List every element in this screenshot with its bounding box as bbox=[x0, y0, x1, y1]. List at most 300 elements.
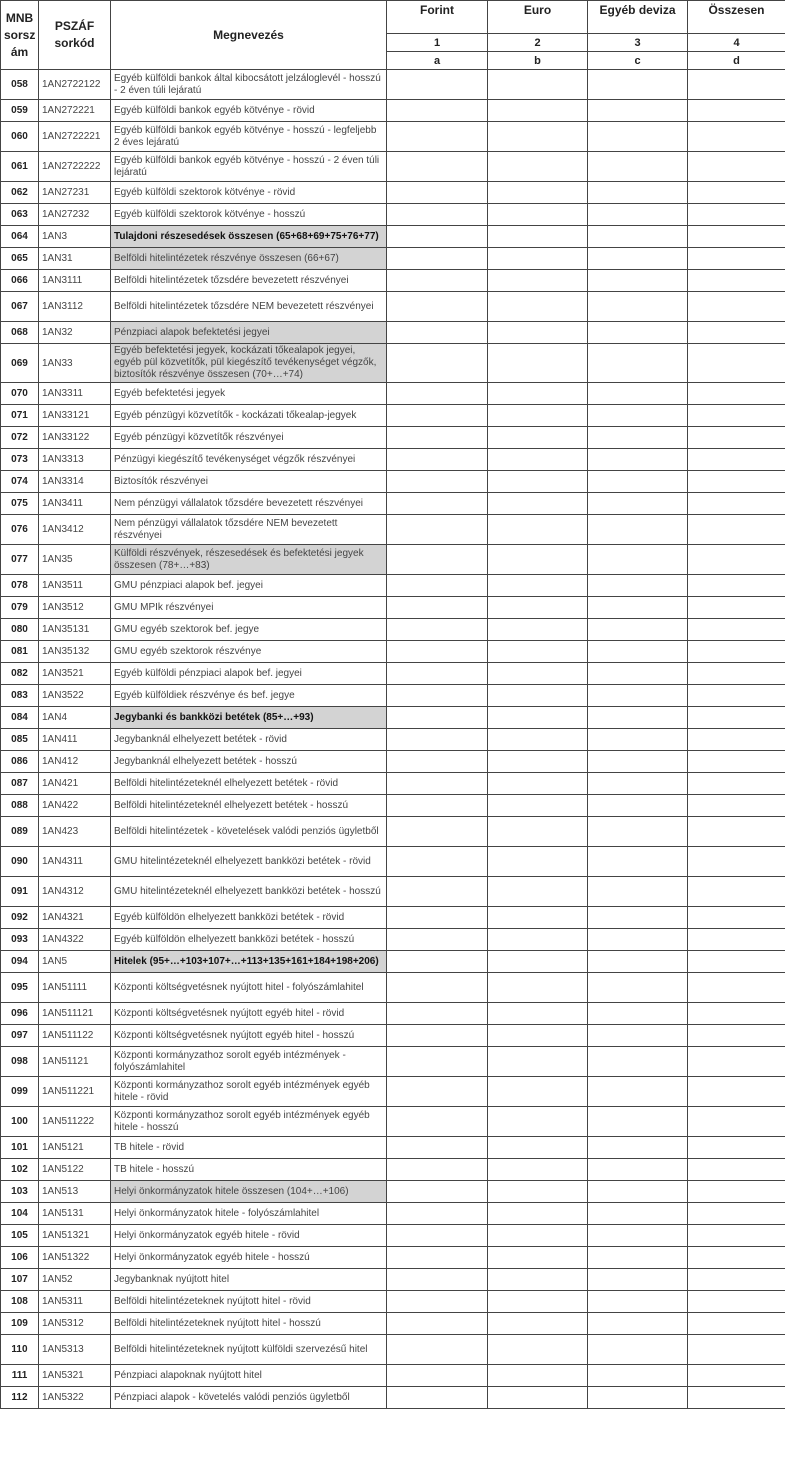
value-cell-euro[interactable] bbox=[488, 1291, 588, 1313]
value-cell-egyeb-deviza[interactable] bbox=[588, 545, 688, 575]
table-row bbox=[1, 663, 785, 685]
value-cell-osszesen[interactable] bbox=[688, 493, 785, 515]
row-description: Egyéb befektetési jegyek, kockázati tőkealapok jegyei, egyéb pül közvetítők, pül kiegészítő tevékenységet végzők, biztosítók részvénye összesen (70+…+74) bbox=[111, 344, 387, 383]
value-cell-egyeb-deviza[interactable] bbox=[588, 597, 688, 619]
value-cell-osszesen[interactable] bbox=[688, 907, 785, 929]
value-cell-euro[interactable] bbox=[488, 1203, 588, 1225]
value-cell-forint[interactable] bbox=[387, 449, 488, 471]
value-cell-forint[interactable] bbox=[387, 383, 488, 405]
value-cell-osszesen[interactable] bbox=[688, 344, 785, 383]
value-cell-euro[interactable] bbox=[488, 751, 588, 773]
value-cell-euro[interactable] bbox=[488, 1335, 588, 1365]
value-cell-forint[interactable] bbox=[387, 1047, 488, 1077]
table-row bbox=[1, 1107, 785, 1137]
row-description: GMU hitelintézeteknél elhelyezett bankközi betétek - hosszú bbox=[111, 877, 387, 907]
value-cell-osszesen[interactable] bbox=[688, 471, 785, 493]
value-cell-forint[interactable] bbox=[387, 1269, 488, 1291]
value-cell-egyeb-deviza[interactable] bbox=[588, 449, 688, 471]
value-cell-forint[interactable] bbox=[387, 471, 488, 493]
value-cell-euro[interactable] bbox=[488, 322, 588, 344]
value-cell-egyeb-deviza[interactable] bbox=[588, 1335, 688, 1365]
value-cell-egyeb-deviza[interactable] bbox=[588, 427, 688, 449]
value-cell-forint[interactable] bbox=[387, 182, 488, 204]
value-cell-egyeb-deviza[interactable] bbox=[588, 641, 688, 663]
row-description: GMU egyéb szektorok részvénye bbox=[111, 641, 387, 663]
value-cell-euro[interactable] bbox=[488, 1247, 588, 1269]
col-number-1: 1 bbox=[387, 34, 488, 52]
value-cell-euro[interactable] bbox=[488, 1003, 588, 1025]
value-cell-forint[interactable] bbox=[387, 641, 488, 663]
row-pszaf-code: 1AN423 bbox=[39, 817, 111, 847]
row-pszaf-code: 1AN35 bbox=[39, 545, 111, 575]
value-cell-egyeb-deviza[interactable] bbox=[588, 270, 688, 292]
row-pszaf-code: 1AN5131 bbox=[39, 1203, 111, 1225]
value-cell-osszesen[interactable] bbox=[688, 1025, 785, 1047]
value-cell-egyeb-deviza[interactable] bbox=[588, 1107, 688, 1137]
row-mnb-number: 086 bbox=[1, 751, 39, 773]
row-description: Pénzpiaci alapok befektetési jegyei bbox=[111, 322, 387, 344]
value-cell-forint[interactable] bbox=[387, 1137, 488, 1159]
value-cell-forint[interactable] bbox=[387, 751, 488, 773]
value-cell-osszesen[interactable] bbox=[688, 292, 785, 322]
value-cell-forint[interactable] bbox=[387, 619, 488, 641]
value-cell-osszesen[interactable] bbox=[688, 70, 785, 100]
table-row bbox=[1, 1159, 785, 1181]
value-cell-euro[interactable] bbox=[488, 929, 588, 951]
value-cell-forint[interactable] bbox=[387, 951, 488, 973]
value-cell-osszesen[interactable] bbox=[688, 1269, 785, 1291]
value-cell-osszesen[interactable] bbox=[688, 1181, 785, 1203]
col-number-2: 2 bbox=[488, 34, 588, 52]
row-mnb-number: 108 bbox=[1, 1291, 39, 1313]
value-cell-egyeb-deviza[interactable] bbox=[588, 729, 688, 751]
value-cell-egyeb-deviza[interactable] bbox=[588, 1291, 688, 1313]
value-cell-euro[interactable] bbox=[488, 248, 588, 270]
row-description: Egyéb külföldiek részvénye és bef. jegye bbox=[111, 685, 387, 707]
value-cell-egyeb-deviza[interactable] bbox=[588, 817, 688, 847]
row-mnb-number: 076 bbox=[1, 515, 39, 545]
value-cell-osszesen[interactable] bbox=[688, 515, 785, 545]
value-cell-forint[interactable] bbox=[387, 1003, 488, 1025]
row-description: Egyéb külföldön elhelyezett bankközi betétek - hosszú bbox=[111, 929, 387, 951]
value-cell-forint[interactable] bbox=[387, 493, 488, 515]
value-cell-euro[interactable] bbox=[488, 204, 588, 226]
value-cell-osszesen[interactable] bbox=[688, 817, 785, 847]
value-cell-egyeb-deviza[interactable] bbox=[588, 1313, 688, 1335]
value-cell-osszesen[interactable] bbox=[688, 773, 785, 795]
value-cell-egyeb-deviza[interactable] bbox=[588, 471, 688, 493]
row-pszaf-code: 1AN51121 bbox=[39, 1047, 111, 1077]
row-pszaf-code: 1AN511222 bbox=[39, 1107, 111, 1137]
value-cell-egyeb-deviza[interactable] bbox=[588, 383, 688, 405]
row-pszaf-code: 1AN511121 bbox=[39, 1003, 111, 1025]
value-cell-forint[interactable] bbox=[387, 405, 488, 427]
value-cell-egyeb-deviza[interactable] bbox=[588, 1077, 688, 1107]
value-cell-euro[interactable] bbox=[488, 1159, 588, 1181]
value-cell-osszesen[interactable] bbox=[688, 1335, 785, 1365]
value-cell-osszesen[interactable] bbox=[688, 248, 785, 270]
value-cell-forint[interactable] bbox=[387, 1365, 488, 1387]
value-cell-egyeb-deviza[interactable] bbox=[588, 122, 688, 152]
value-cell-osszesen[interactable] bbox=[688, 795, 785, 817]
value-cell-egyeb-deviza[interactable] bbox=[588, 929, 688, 951]
value-cell-euro[interactable] bbox=[488, 1387, 588, 1409]
value-cell-osszesen[interactable] bbox=[688, 847, 785, 877]
value-cell-forint[interactable] bbox=[387, 515, 488, 545]
value-cell-euro[interactable] bbox=[488, 685, 588, 707]
pszaf-sorkod-header: PSZÁF sorkód bbox=[39, 1, 111, 70]
value-cell-osszesen[interactable] bbox=[688, 405, 785, 427]
value-cell-osszesen[interactable] bbox=[688, 1225, 785, 1247]
row-description: GMU egyéb szektorok bef. jegye bbox=[111, 619, 387, 641]
value-cell-egyeb-deviza[interactable] bbox=[588, 1387, 688, 1409]
value-cell-egyeb-deviza[interactable] bbox=[588, 795, 688, 817]
col-header-euro: Euro bbox=[488, 1, 588, 34]
row-pszaf-code: 1AN3521 bbox=[39, 663, 111, 685]
value-cell-osszesen[interactable] bbox=[688, 929, 785, 951]
value-cell-osszesen[interactable] bbox=[688, 322, 785, 344]
value-cell-osszesen[interactable] bbox=[688, 383, 785, 405]
row-description: Központi költségvetésnek nyújtott hitel - folyószámlahitel bbox=[111, 973, 387, 1003]
value-cell-forint[interactable] bbox=[387, 907, 488, 929]
row-description: Központi költségvetésnek nyújtott egyéb hitel - hosszú bbox=[111, 1025, 387, 1047]
value-cell-forint[interactable] bbox=[387, 929, 488, 951]
value-cell-forint[interactable] bbox=[387, 344, 488, 383]
value-cell-egyeb-deviza[interactable] bbox=[588, 1137, 688, 1159]
value-cell-euro[interactable] bbox=[488, 122, 588, 152]
value-cell-egyeb-deviza[interactable] bbox=[588, 773, 688, 795]
value-cell-egyeb-deviza[interactable] bbox=[588, 877, 688, 907]
value-cell-egyeb-deviza[interactable] bbox=[588, 619, 688, 641]
row-pszaf-code: 1AN412 bbox=[39, 751, 111, 773]
table-row bbox=[1, 973, 785, 1003]
row-mnb-number: 101 bbox=[1, 1137, 39, 1159]
value-cell-egyeb-deviza[interactable] bbox=[588, 204, 688, 226]
value-cell-forint[interactable] bbox=[387, 663, 488, 685]
row-pszaf-code: 1AN5321 bbox=[39, 1365, 111, 1387]
row-pszaf-code: 1AN3412 bbox=[39, 515, 111, 545]
value-cell-osszesen[interactable] bbox=[688, 1159, 785, 1181]
value-cell-forint[interactable] bbox=[387, 1247, 488, 1269]
value-cell-forint[interactable] bbox=[387, 427, 488, 449]
value-cell-egyeb-deviza[interactable] bbox=[588, 907, 688, 929]
value-cell-egyeb-deviza[interactable] bbox=[588, 1225, 688, 1247]
value-cell-osszesen[interactable] bbox=[688, 1203, 785, 1225]
value-cell-osszesen[interactable] bbox=[688, 877, 785, 907]
row-mnb-number: 064 bbox=[1, 226, 39, 248]
value-cell-euro[interactable] bbox=[488, 1025, 588, 1047]
table-row bbox=[1, 1181, 785, 1203]
value-cell-egyeb-deviza[interactable] bbox=[588, 973, 688, 1003]
row-description: Pénzügyi kiegészítő tevékenységet végzők részvényei bbox=[111, 449, 387, 471]
row-pszaf-code: 1AN27231 bbox=[39, 182, 111, 204]
row-mnb-number: 104 bbox=[1, 1203, 39, 1225]
value-cell-forint[interactable] bbox=[387, 847, 488, 877]
value-cell-euro[interactable] bbox=[488, 729, 588, 751]
value-cell-euro[interactable] bbox=[488, 471, 588, 493]
value-cell-osszesen[interactable] bbox=[688, 951, 785, 973]
value-cell-osszesen[interactable] bbox=[688, 751, 785, 773]
value-cell-egyeb-deviza[interactable] bbox=[588, 1247, 688, 1269]
row-mnb-number: 079 bbox=[1, 597, 39, 619]
row-mnb-number: 091 bbox=[1, 877, 39, 907]
value-cell-egyeb-deviza[interactable] bbox=[588, 322, 688, 344]
value-cell-egyeb-deviza[interactable] bbox=[588, 182, 688, 204]
value-cell-osszesen[interactable] bbox=[688, 619, 785, 641]
value-cell-osszesen[interactable] bbox=[688, 449, 785, 471]
value-cell-euro[interactable] bbox=[488, 383, 588, 405]
value-cell-forint[interactable] bbox=[387, 204, 488, 226]
row-mnb-number: 087 bbox=[1, 773, 39, 795]
value-cell-euro[interactable] bbox=[488, 427, 588, 449]
value-cell-euro[interactable] bbox=[488, 951, 588, 973]
value-cell-forint[interactable] bbox=[387, 729, 488, 751]
value-cell-euro[interactable] bbox=[488, 575, 588, 597]
value-cell-osszesen[interactable] bbox=[688, 1077, 785, 1107]
value-cell-egyeb-deviza[interactable] bbox=[588, 515, 688, 545]
value-cell-forint[interactable] bbox=[387, 707, 488, 729]
value-cell-egyeb-deviza[interactable] bbox=[588, 575, 688, 597]
row-mnb-number: 077 bbox=[1, 545, 39, 575]
value-cell-euro[interactable] bbox=[488, 1313, 588, 1335]
value-cell-euro[interactable] bbox=[488, 1107, 588, 1137]
table-row bbox=[1, 471, 785, 493]
value-cell-forint[interactable] bbox=[387, 1203, 488, 1225]
value-cell-osszesen[interactable] bbox=[688, 663, 785, 685]
value-cell-euro[interactable] bbox=[488, 1225, 588, 1247]
value-cell-forint[interactable] bbox=[387, 248, 488, 270]
value-cell-osszesen[interactable] bbox=[688, 152, 785, 182]
value-cell-osszesen[interactable] bbox=[688, 707, 785, 729]
value-cell-euro[interactable] bbox=[488, 597, 588, 619]
value-cell-egyeb-deviza[interactable] bbox=[588, 70, 688, 100]
value-cell-euro[interactable] bbox=[488, 515, 588, 545]
value-cell-osszesen[interactable] bbox=[688, 1137, 785, 1159]
row-description: Tulajdoni részesedések összesen (65+68+69+75+76+77) bbox=[111, 226, 387, 248]
value-cell-forint[interactable] bbox=[387, 226, 488, 248]
value-cell-egyeb-deviza[interactable] bbox=[588, 292, 688, 322]
value-cell-euro[interactable] bbox=[488, 663, 588, 685]
value-cell-egyeb-deviza[interactable] bbox=[588, 1269, 688, 1291]
value-cell-euro[interactable] bbox=[488, 847, 588, 877]
value-cell-forint[interactable] bbox=[387, 70, 488, 100]
value-cell-egyeb-deviza[interactable] bbox=[588, 1203, 688, 1225]
value-cell-euro[interactable] bbox=[488, 707, 588, 729]
table-row bbox=[1, 847, 785, 877]
value-cell-euro[interactable] bbox=[488, 1365, 588, 1387]
row-mnb-number: 074 bbox=[1, 471, 39, 493]
value-cell-euro[interactable] bbox=[488, 70, 588, 100]
value-cell-egyeb-deviza[interactable] bbox=[588, 707, 688, 729]
value-cell-egyeb-deviza[interactable] bbox=[588, 1025, 688, 1047]
row-pszaf-code: 1AN2722221 bbox=[39, 122, 111, 152]
table-row bbox=[1, 1047, 785, 1077]
value-cell-forint[interactable] bbox=[387, 122, 488, 152]
row-pszaf-code: 1AN4321 bbox=[39, 907, 111, 929]
table-row bbox=[1, 515, 785, 545]
value-cell-egyeb-deviza[interactable] bbox=[588, 248, 688, 270]
value-cell-egyeb-deviza[interactable] bbox=[588, 1047, 688, 1077]
value-cell-euro[interactable] bbox=[488, 344, 588, 383]
value-cell-osszesen[interactable] bbox=[688, 427, 785, 449]
row-pszaf-code: 1AN5 bbox=[39, 951, 111, 973]
value-cell-forint[interactable] bbox=[387, 597, 488, 619]
value-cell-osszesen[interactable] bbox=[688, 1047, 785, 1077]
value-cell-forint[interactable] bbox=[387, 685, 488, 707]
value-cell-forint[interactable] bbox=[387, 1181, 488, 1203]
value-cell-forint[interactable] bbox=[387, 545, 488, 575]
row-description: Belföldi hitelintézeteknek nyújtott hitel - rövid bbox=[111, 1291, 387, 1313]
value-cell-forint[interactable] bbox=[387, 322, 488, 344]
value-cell-osszesen[interactable] bbox=[688, 973, 785, 1003]
row-pszaf-code: 1AN4 bbox=[39, 707, 111, 729]
col-header-forint: Forint bbox=[387, 1, 488, 34]
value-cell-forint[interactable] bbox=[387, 270, 488, 292]
value-cell-egyeb-deviza[interactable] bbox=[588, 1365, 688, 1387]
value-cell-euro[interactable] bbox=[488, 907, 588, 929]
value-cell-osszesen[interactable] bbox=[688, 122, 785, 152]
value-cell-forint[interactable] bbox=[387, 575, 488, 597]
value-cell-osszesen[interactable] bbox=[688, 1107, 785, 1137]
value-cell-forint[interactable] bbox=[387, 1225, 488, 1247]
row-mnb-number: 089 bbox=[1, 817, 39, 847]
row-description: Nem pénzügyi vállalatok tőzsdére NEM bevezetett részvényei bbox=[111, 515, 387, 545]
row-mnb-number: 066 bbox=[1, 270, 39, 292]
value-cell-forint[interactable] bbox=[387, 292, 488, 322]
col-number-4: 4 bbox=[688, 34, 785, 52]
row-description: Egyéb külföldi bankok egyéb kötvénye - hosszú - 2 éven túli lejáratú bbox=[111, 152, 387, 182]
value-cell-osszesen[interactable] bbox=[688, 729, 785, 751]
value-cell-forint[interactable] bbox=[387, 877, 488, 907]
value-cell-euro[interactable] bbox=[488, 773, 588, 795]
table-row bbox=[1, 1313, 785, 1335]
row-mnb-number: 095 bbox=[1, 973, 39, 1003]
value-cell-euro[interactable] bbox=[488, 973, 588, 1003]
value-cell-egyeb-deviza[interactable] bbox=[588, 951, 688, 973]
table-row bbox=[1, 1137, 785, 1159]
value-cell-osszesen[interactable] bbox=[688, 575, 785, 597]
value-cell-euro[interactable] bbox=[488, 493, 588, 515]
value-cell-euro[interactable] bbox=[488, 1047, 588, 1077]
row-mnb-number: 073 bbox=[1, 449, 39, 471]
value-cell-egyeb-deviza[interactable] bbox=[588, 493, 688, 515]
row-pszaf-code: 1AN5122 bbox=[39, 1159, 111, 1181]
value-cell-forint[interactable] bbox=[387, 1107, 488, 1137]
value-cell-forint[interactable] bbox=[387, 100, 488, 122]
value-cell-egyeb-deviza[interactable] bbox=[588, 1003, 688, 1025]
value-cell-euro[interactable] bbox=[488, 152, 588, 182]
value-cell-egyeb-deviza[interactable] bbox=[588, 685, 688, 707]
table-row bbox=[1, 1291, 785, 1313]
table-row bbox=[1, 1269, 785, 1291]
row-mnb-number: 092 bbox=[1, 907, 39, 929]
value-cell-forint[interactable] bbox=[387, 973, 488, 1003]
table-row bbox=[1, 1365, 785, 1387]
value-cell-euro[interactable] bbox=[488, 545, 588, 575]
value-cell-euro[interactable] bbox=[488, 641, 588, 663]
value-cell-euro[interactable] bbox=[488, 795, 588, 817]
table-row bbox=[1, 270, 785, 292]
row-pszaf-code: 1AN422 bbox=[39, 795, 111, 817]
value-cell-euro[interactable] bbox=[488, 877, 588, 907]
value-cell-euro[interactable] bbox=[488, 226, 588, 248]
table-row bbox=[1, 597, 785, 619]
value-cell-osszesen[interactable] bbox=[688, 182, 785, 204]
value-cell-forint[interactable] bbox=[387, 773, 488, 795]
value-cell-forint[interactable] bbox=[387, 1335, 488, 1365]
value-cell-osszesen[interactable] bbox=[688, 1291, 785, 1313]
value-cell-osszesen[interactable] bbox=[688, 1365, 785, 1387]
value-cell-forint[interactable] bbox=[387, 817, 488, 847]
value-cell-euro[interactable] bbox=[488, 100, 588, 122]
table-row bbox=[1, 292, 785, 322]
value-cell-egyeb-deviza[interactable] bbox=[588, 1181, 688, 1203]
row-mnb-number: 081 bbox=[1, 641, 39, 663]
value-cell-osszesen[interactable] bbox=[688, 1003, 785, 1025]
value-cell-forint[interactable] bbox=[387, 1025, 488, 1047]
value-cell-forint[interactable] bbox=[387, 1159, 488, 1181]
value-cell-forint[interactable] bbox=[387, 1291, 488, 1313]
value-cell-euro[interactable] bbox=[488, 449, 588, 471]
row-mnb-number: 094 bbox=[1, 951, 39, 973]
value-cell-egyeb-deviza[interactable] bbox=[588, 405, 688, 427]
value-cell-forint[interactable] bbox=[387, 1387, 488, 1409]
value-cell-osszesen[interactable] bbox=[688, 100, 785, 122]
value-cell-osszesen[interactable] bbox=[688, 226, 785, 248]
value-cell-euro[interactable] bbox=[488, 182, 588, 204]
table-row bbox=[1, 907, 785, 929]
table-row bbox=[1, 1225, 785, 1247]
value-cell-osszesen[interactable] bbox=[688, 1387, 785, 1409]
value-cell-euro[interactable] bbox=[488, 817, 588, 847]
row-pszaf-code: 1AN4312 bbox=[39, 877, 111, 907]
value-cell-euro[interactable] bbox=[488, 292, 588, 322]
value-cell-egyeb-deviza[interactable] bbox=[588, 1159, 688, 1181]
value-cell-osszesen[interactable] bbox=[688, 1313, 785, 1335]
value-cell-osszesen[interactable] bbox=[688, 597, 785, 619]
value-cell-osszesen[interactable] bbox=[688, 270, 785, 292]
value-cell-forint[interactable] bbox=[387, 795, 488, 817]
value-cell-egyeb-deviza[interactable] bbox=[588, 100, 688, 122]
value-cell-egyeb-deviza[interactable] bbox=[588, 152, 688, 182]
row-mnb-number: 062 bbox=[1, 182, 39, 204]
value-cell-euro[interactable] bbox=[488, 405, 588, 427]
value-cell-forint[interactable] bbox=[387, 1313, 488, 1335]
value-cell-egyeb-deviza[interactable] bbox=[588, 663, 688, 685]
value-cell-euro[interactable] bbox=[488, 1137, 588, 1159]
value-cell-egyeb-deviza[interactable] bbox=[588, 344, 688, 383]
value-cell-osszesen[interactable] bbox=[688, 685, 785, 707]
value-cell-euro[interactable] bbox=[488, 1077, 588, 1107]
col-header-osszesen: Összesen bbox=[688, 1, 785, 34]
value-cell-egyeb-deviza[interactable] bbox=[588, 751, 688, 773]
row-pszaf-code: 1AN3512 bbox=[39, 597, 111, 619]
value-cell-forint[interactable] bbox=[387, 152, 488, 182]
value-cell-euro[interactable] bbox=[488, 619, 588, 641]
value-cell-egyeb-deviza[interactable] bbox=[588, 226, 688, 248]
table-row bbox=[1, 248, 785, 270]
value-cell-euro[interactable] bbox=[488, 1181, 588, 1203]
row-mnb-number: 107 bbox=[1, 1269, 39, 1291]
value-cell-egyeb-deviza[interactable] bbox=[588, 847, 688, 877]
value-cell-osszesen[interactable] bbox=[688, 1247, 785, 1269]
value-cell-forint[interactable] bbox=[387, 1077, 488, 1107]
value-cell-osszesen[interactable] bbox=[688, 204, 785, 226]
value-cell-euro[interactable] bbox=[488, 270, 588, 292]
value-cell-euro[interactable] bbox=[488, 1269, 588, 1291]
value-cell-osszesen[interactable] bbox=[688, 641, 785, 663]
value-cell-osszesen[interactable] bbox=[688, 545, 785, 575]
